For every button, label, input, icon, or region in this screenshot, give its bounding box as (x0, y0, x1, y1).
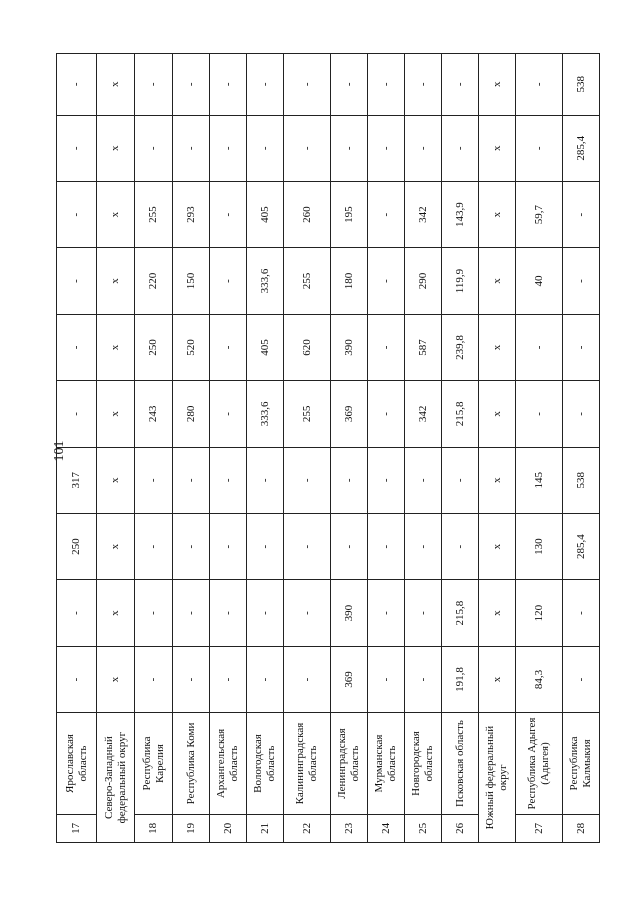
value-cell: - (442, 115, 479, 181)
value-cell: - (368, 248, 405, 314)
value-cell: 119,9 (442, 248, 479, 314)
value-cell: - (247, 513, 284, 579)
value-cell: - (135, 447, 173, 513)
value-cell: - (210, 54, 247, 116)
district-name: Южный федеральный округ (479, 713, 516, 843)
value-cell: - (368, 181, 405, 247)
value-cell: 191,8 (442, 646, 479, 712)
region-name: Калининградская область (284, 713, 331, 815)
row-number: 27 (516, 814, 563, 842)
value-cell: - (284, 646, 331, 712)
value-cell: 285,4 (563, 115, 600, 181)
value-cell: - (173, 513, 210, 579)
value-cell: - (368, 381, 405, 447)
region-name: Республика Коми (173, 713, 210, 815)
value-cell: 120 (516, 580, 563, 646)
value-cell: 130 (516, 513, 563, 579)
value-cell: 255 (135, 181, 173, 247)
prices-table (56, 53, 600, 843)
value-cell: - (516, 115, 563, 181)
value-cell: - (57, 248, 97, 314)
row-number: 22 (284, 814, 331, 842)
rotated-table-container (56, 53, 593, 843)
value-cell: 250 (135, 314, 173, 380)
table-row (135, 54, 173, 843)
value-cell: x (97, 115, 135, 181)
row-number: 26 (442, 814, 479, 842)
value-cell: - (368, 580, 405, 646)
row-number: 18 (135, 814, 173, 842)
value-cell: - (331, 115, 368, 181)
region-name: Новгородская область (405, 713, 442, 815)
district-name: Северо-Западный федеральный округ (97, 713, 135, 843)
value-cell: - (210, 115, 247, 181)
region-name: Республика Карелия (135, 713, 173, 815)
value-cell: x (479, 580, 516, 646)
value-cell: 333,6 (247, 248, 284, 314)
value-cell: - (210, 447, 247, 513)
value-cell: - (516, 381, 563, 447)
value-cell: - (57, 580, 97, 646)
value-cell: x (97, 513, 135, 579)
value-cell: - (442, 513, 479, 579)
table-row (516, 54, 563, 843)
table-row (57, 54, 97, 843)
value-cell: 520 (173, 314, 210, 380)
value-cell: - (368, 513, 405, 579)
value-cell: - (247, 54, 284, 116)
value-cell: - (442, 54, 479, 116)
value-cell: 250 (57, 513, 97, 579)
value-cell: - (442, 447, 479, 513)
table-row (442, 54, 479, 843)
value-cell: x (97, 646, 135, 712)
value-cell: - (210, 248, 247, 314)
value-cell: 538 (563, 54, 600, 116)
value-cell: 180 (331, 248, 368, 314)
value-cell: - (135, 54, 173, 116)
value-cell: - (173, 115, 210, 181)
value-cell: - (247, 447, 284, 513)
table-row (405, 54, 442, 843)
value-cell: - (405, 115, 442, 181)
value-cell: - (135, 646, 173, 712)
value-cell: - (563, 580, 600, 646)
value-cell: - (57, 381, 97, 447)
row-number: 21 (247, 814, 284, 842)
value-cell: 587 (405, 314, 442, 380)
value-cell: - (368, 646, 405, 712)
row-number: 23 (331, 814, 368, 842)
value-cell: x (479, 54, 516, 116)
value-cell: - (210, 580, 247, 646)
value-cell: - (405, 54, 442, 116)
value-cell: - (563, 646, 600, 712)
table-row (173, 54, 210, 843)
value-cell: - (331, 447, 368, 513)
row-number: 25 (405, 814, 442, 842)
value-cell: - (563, 181, 600, 247)
value-cell: - (247, 646, 284, 712)
value-cell: - (284, 115, 331, 181)
value-cell: - (135, 115, 173, 181)
value-cell: - (368, 115, 405, 181)
value-cell: - (284, 580, 331, 646)
value-cell: - (210, 513, 247, 579)
row-number: 19 (173, 814, 210, 842)
region-name: Республика Калмыкия (563, 713, 600, 815)
table-row (331, 54, 368, 843)
table-row (563, 54, 600, 843)
value-cell: 215,8 (442, 580, 479, 646)
table-row (368, 54, 405, 843)
value-cell: 342 (405, 381, 442, 447)
value-cell: 390 (331, 314, 368, 380)
value-cell: - (135, 513, 173, 579)
value-cell: x (97, 54, 135, 116)
row-number: 20 (210, 814, 247, 842)
value-cell: x (97, 381, 135, 447)
value-cell: - (405, 646, 442, 712)
value-cell: x (97, 314, 135, 380)
value-cell: 333,6 (247, 381, 284, 447)
row-number: 17 (57, 814, 97, 842)
value-cell: - (57, 646, 97, 712)
table-row (247, 54, 284, 843)
region-name: Мурманская область (368, 713, 405, 815)
row-number: 24 (368, 814, 405, 842)
value-cell: 243 (135, 381, 173, 447)
value-cell: - (135, 580, 173, 646)
region-name: Архангельская область (210, 713, 247, 815)
value-cell: x (479, 381, 516, 447)
value-cell: 369 (331, 646, 368, 712)
value-cell: 255 (284, 381, 331, 447)
value-cell: - (57, 181, 97, 247)
value-cell: - (210, 314, 247, 380)
value-cell: - (563, 381, 600, 447)
value-cell: - (57, 314, 97, 380)
value-cell: x (479, 115, 516, 181)
table-row (210, 54, 247, 843)
value-cell: 285,4 (563, 513, 600, 579)
value-cell: 369 (331, 381, 368, 447)
value-cell: x (479, 314, 516, 380)
value-cell: 390 (331, 580, 368, 646)
value-cell: 150 (173, 248, 210, 314)
value-cell: - (57, 54, 97, 116)
value-cell: - (405, 513, 442, 579)
value-cell: 538 (563, 447, 600, 513)
district-row (97, 54, 135, 843)
value-cell: 145 (516, 447, 563, 513)
value-cell: - (210, 181, 247, 247)
district-row (479, 54, 516, 843)
value-cell: 260 (284, 181, 331, 247)
value-cell: 143,9 (442, 181, 479, 247)
value-cell: 239,8 (442, 314, 479, 380)
region-name: Ленинградская область (331, 713, 368, 815)
value-cell: - (247, 115, 284, 181)
value-cell: 342 (405, 181, 442, 247)
value-cell: - (210, 381, 247, 447)
value-cell: - (368, 54, 405, 116)
value-cell: 280 (173, 381, 210, 447)
value-cell: - (563, 248, 600, 314)
value-cell: 405 (247, 314, 284, 380)
region-name: Республика Адыгея (Адыгея) (516, 713, 563, 815)
value-cell: - (173, 646, 210, 712)
value-cell: x (479, 447, 516, 513)
row-number: 28 (563, 814, 600, 842)
value-cell: x (479, 181, 516, 247)
value-cell: x (479, 248, 516, 314)
value-cell: x (97, 248, 135, 314)
value-cell: - (516, 54, 563, 116)
region-name: Псковская область (442, 713, 479, 815)
value-cell: - (247, 580, 284, 646)
value-cell: - (284, 513, 331, 579)
value-cell: 84,3 (516, 646, 563, 712)
value-cell: - (284, 447, 331, 513)
value-cell: - (173, 54, 210, 116)
value-cell: 405 (247, 181, 284, 247)
value-cell: 293 (173, 181, 210, 247)
value-cell: - (173, 580, 210, 646)
region-name: Ярославская область (57, 713, 97, 815)
value-cell: - (516, 314, 563, 380)
value-cell: 317 (57, 447, 97, 513)
value-cell: - (331, 54, 368, 116)
value-cell: x (97, 580, 135, 646)
value-cell: - (210, 646, 247, 712)
value-cell: 290 (405, 248, 442, 314)
value-cell: - (563, 314, 600, 380)
value-cell: 620 (284, 314, 331, 380)
value-cell: - (405, 580, 442, 646)
value-cell: - (405, 447, 442, 513)
value-cell: - (57, 115, 97, 181)
value-cell: x (97, 181, 135, 247)
value-cell: x (479, 646, 516, 712)
value-cell: 215,8 (442, 381, 479, 447)
value-cell: 220 (135, 248, 173, 314)
region-name: Вологодская область (247, 713, 284, 815)
value-cell: - (368, 447, 405, 513)
value-cell: x (97, 447, 135, 513)
table-row (284, 54, 331, 843)
value-cell: 59,7 (516, 181, 563, 247)
value-cell: x (479, 513, 516, 579)
page-number: 101 (52, 440, 67, 462)
value-cell: - (173, 447, 210, 513)
value-cell: - (331, 513, 368, 579)
value-cell: - (368, 314, 405, 380)
value-cell: 255 (284, 248, 331, 314)
table-body (57, 54, 600, 843)
value-cell: - (284, 54, 331, 116)
value-cell: 195 (331, 181, 368, 247)
value-cell: 40 (516, 248, 563, 314)
